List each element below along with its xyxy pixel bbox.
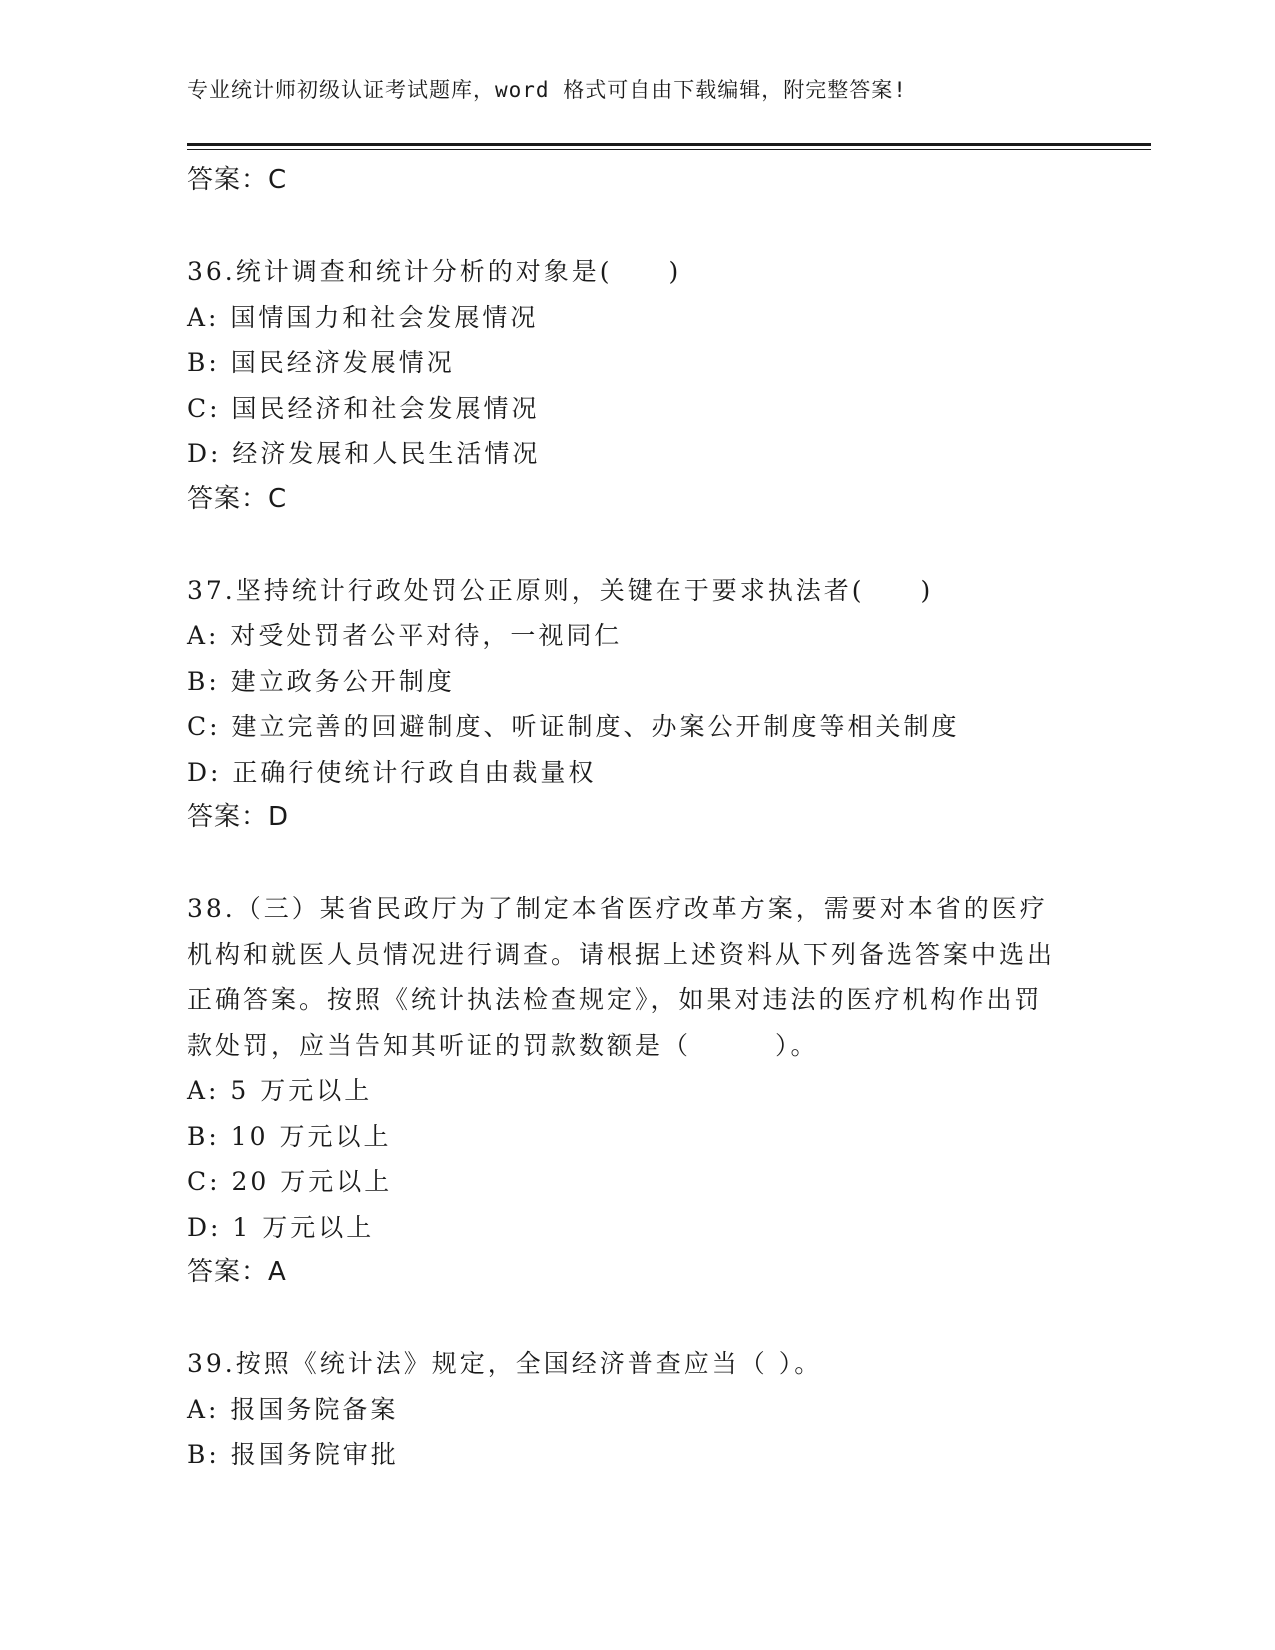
option-d: D: 正确行使统计行政自由裁量权 bbox=[187, 757, 597, 787]
option-a: A: 5 万元以上 bbox=[187, 1076, 373, 1105]
option-b: B: 报国务院审批 bbox=[187, 1440, 399, 1469]
option-a: A: 对受处罚者公平对待，一视同仁 bbox=[187, 621, 623, 650]
option-d: D: 1 万元以上 bbox=[187, 1212, 375, 1242]
answer-line: 答案：D bbox=[187, 802, 290, 832]
option-b: B: 国民经济发展情况 bbox=[187, 348, 455, 377]
question-stem: 38.（三）某省民政厅为了制定本省医疗改革方案，需要对本省的医疗机构和就医人员情况进行调查。请根据上述资料从下列备选答案中选出正确答案。按照《统计执法检查规定》，如果对违法的医疗机构作出罚款处罚，应当告知其听证的罚款数额是（ ）。 bbox=[187, 894, 1056, 1060]
question-37 bbox=[187, 568, 1087, 841]
question-stem: 39.按照《统计法》规定，全国经济普查应当（ ）。 bbox=[187, 1349, 823, 1378]
question-stem: 37.坚持统计行政处罚公正原则，关键在于要求执法者( ) bbox=[187, 575, 934, 605]
header-divider bbox=[187, 143, 1151, 146]
option-a: A: 国情国力和社会发展情况 bbox=[187, 302, 539, 332]
question-content bbox=[187, 158, 1087, 1478]
option-d: D: 经济发展和人民生活情况 bbox=[187, 439, 541, 468]
answer-line: 答案：C bbox=[187, 483, 288, 514]
page-header: 专业统计师初级认证考试题库，word 格式可自由下载编辑，附完整答案! bbox=[187, 78, 907, 102]
answer-line: 答案：A bbox=[187, 1257, 287, 1287]
option-c: C: 建立完善的回避制度、听证制度、办案公开制度等相关制度 bbox=[187, 712, 960, 741]
option-c: C: 国民经济和社会发展情况 bbox=[187, 393, 540, 423]
question-36 bbox=[187, 249, 1087, 522]
option-c: C: 20 万元以上 bbox=[187, 1167, 393, 1196]
header-divider-thin bbox=[187, 149, 1151, 150]
question-stem: 36.统计调查和统计分析的对象是( ) bbox=[187, 257, 682, 286]
question-38 bbox=[187, 886, 1087, 1296]
option-a: A: 报国务院备案 bbox=[187, 1394, 399, 1424]
answer-line: 答案：C bbox=[187, 165, 288, 195]
option-b: B: 10 万元以上 bbox=[187, 1121, 392, 1151]
option-b: B: 建立政务公开制度 bbox=[187, 666, 455, 696]
question-39 bbox=[187, 1341, 1087, 1478]
